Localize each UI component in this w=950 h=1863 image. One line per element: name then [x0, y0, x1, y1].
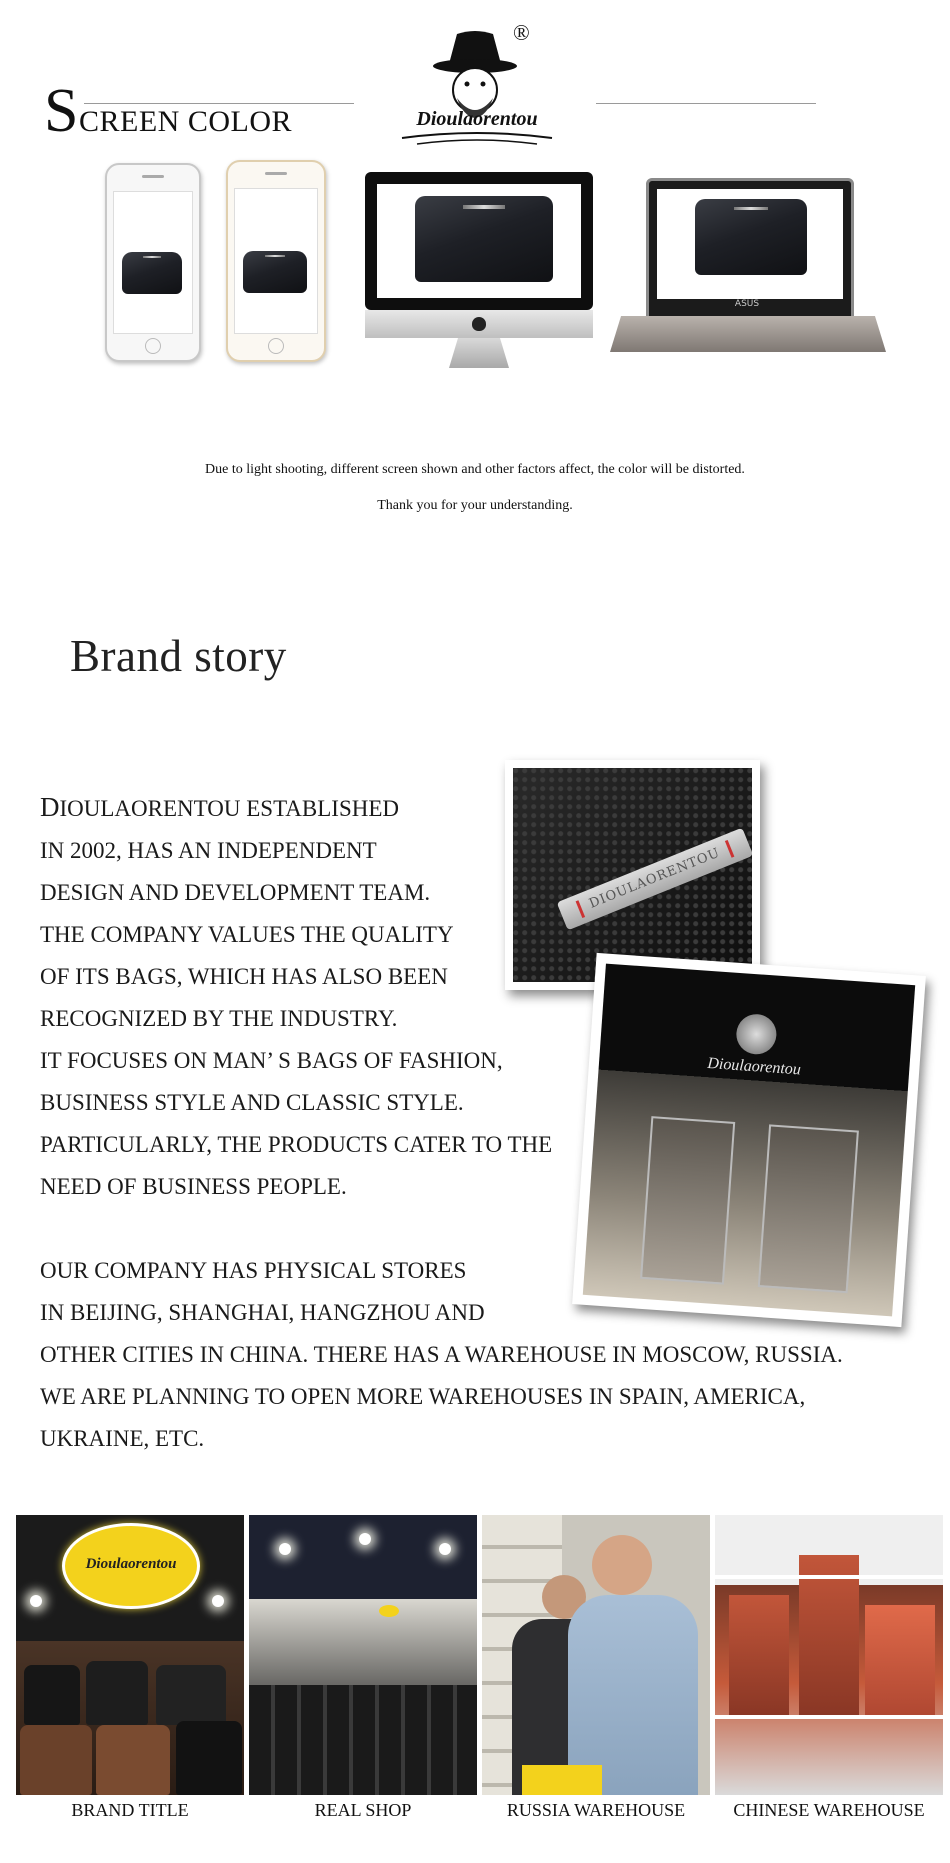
imac-chin [365, 310, 593, 338]
warehouse-shelf [715, 1575, 943, 1579]
story-line: WE ARE PLANNING TO OPEN MORE WAREHOUSES IN SPAIN, AMERICA, [40, 1384, 806, 1409]
device-imac [365, 172, 593, 372]
apple-logo-icon [472, 317, 486, 331]
phone-screen [113, 191, 193, 334]
logo-plate: DIOULAORENTOU [557, 828, 752, 931]
story-first-rest: IOULAORENTOU ESTABLISHED [59, 796, 400, 821]
laptop-display [657, 189, 843, 299]
color-notice-line2: Thank you for your understanding. [377, 498, 573, 513]
gallery-label-russia-warehouse: RUSSIA WAREHOUSE [506, 1800, 686, 1820]
gallery-label-chinese-warehouse: CHINESE WAREHOUSE [733, 1800, 925, 1820]
store-sign-text: Dioulaorentou [706, 1054, 802, 1079]
story-line: THE COMPANY VALUES THE QUALITY [40, 922, 454, 947]
story-line: PARTICULARLY, THE PRODUCTS CATER TO THE [40, 1132, 553, 1157]
yellow-package [522, 1765, 602, 1795]
gallery-label-real-shop: REAL SHOP [314, 1800, 412, 1820]
screen-color-rest: CREEN COLOR [78, 105, 292, 138]
laptop-brand: ASUS [734, 299, 760, 309]
box-stack [865, 1605, 935, 1715]
box-stack [729, 1595, 789, 1715]
story-initial: D [40, 792, 60, 822]
bag-display [176, 1721, 242, 1795]
ceiling-lamp [279, 1543, 291, 1555]
story-line: DESIGN AND DEVELOPMENT TEAM. [40, 880, 431, 905]
gallery-real-shop-image [249, 1515, 477, 1795]
imac-display [377, 184, 581, 298]
shop-sign [379, 1605, 399, 1617]
brand-logo-text: Dioulaorentou [416, 108, 538, 130]
gallery-chinese-warehouse-image [715, 1515, 943, 1795]
bag-image [122, 252, 182, 294]
screen-color-initial: S [44, 77, 79, 145]
gallery-label-brand-title: BRAND TITLE [71, 1800, 189, 1820]
screen-color-title [44, 77, 292, 145]
imac-screen [365, 172, 593, 310]
device-phone-gold [226, 160, 326, 362]
header-rule-right [596, 103, 816, 104]
story-line: IN 2002, HAS AN INDEPENDENT [40, 838, 377, 863]
bag-display [86, 1661, 148, 1725]
laptop-base [610, 316, 886, 352]
imac-stand [449, 338, 509, 368]
story-line: NEED OF BUSINESS PEOPLE. [40, 1174, 347, 1199]
brand-story-heading: Brand story [70, 631, 287, 681]
ceiling-lamp [212, 1595, 224, 1607]
header-rule-left [84, 103, 354, 104]
paragraph-gap [40, 1208, 940, 1250]
phone-home-button [268, 338, 284, 354]
device-phone-white [105, 163, 201, 362]
story-line: OUR COMPANY HAS PHYSICAL STORES [40, 1258, 467, 1283]
brand-logo [397, 20, 557, 150]
story-line: IN BEIJING, SHANGHAI, HANGZHOU AND [40, 1300, 485, 1325]
shop-counter [249, 1685, 477, 1795]
gallery-russia-warehouse-image [482, 1515, 710, 1795]
story-line: OTHER CITIES IN CHINA. THERE HAS A WAREHOUSE IN MOSCOW, RUSSIA. [40, 1342, 843, 1367]
ceiling-lamp [30, 1595, 42, 1607]
device-laptop [610, 178, 890, 358]
story-line: RECOGNIZED BY THE INDUSTRY. [40, 1006, 398, 1031]
warehouse-shelf [715, 1715, 943, 1719]
story-line: UKRAINE, ETC. [40, 1426, 205, 1451]
brand-sign-text: Dioulaorentou [85, 1556, 177, 1572]
phone-speaker [142, 175, 164, 178]
brand-story-text [40, 786, 940, 1460]
phone-home-button [145, 338, 161, 354]
bag-display [96, 1725, 170, 1795]
color-notice-line1: Due to light shooting, different screen shown and other factors affect, the color will be distorted. [205, 462, 745, 477]
bag-display [156, 1665, 226, 1725]
phone-screen [234, 188, 318, 334]
phone-speaker [265, 172, 287, 175]
laptop-lid [646, 178, 854, 322]
bag-display [20, 1725, 92, 1795]
ceiling-lamp [439, 1543, 451, 1555]
story-first-line [40, 786, 940, 830]
gallery-brand-title-image [16, 1515, 244, 1795]
registered-mark: ® [513, 20, 530, 45]
bag-image [243, 251, 307, 293]
bag-image [695, 199, 807, 275]
story-line: BUSINESS STYLE AND CLASSIC STYLE. [40, 1090, 464, 1115]
box-stack [799, 1555, 859, 1715]
story-line: IT FOCUSES ON MAN’ S BAGS OF FASHION, [40, 1048, 503, 1073]
bag-display [24, 1665, 80, 1725]
worker-head [592, 1535, 652, 1595]
ceiling-lamp [359, 1533, 371, 1545]
story-line: OF ITS BAGS, WHICH HAS ALSO BEEN [40, 964, 448, 989]
brand-sign [62, 1523, 200, 1609]
bag-image [415, 196, 553, 282]
